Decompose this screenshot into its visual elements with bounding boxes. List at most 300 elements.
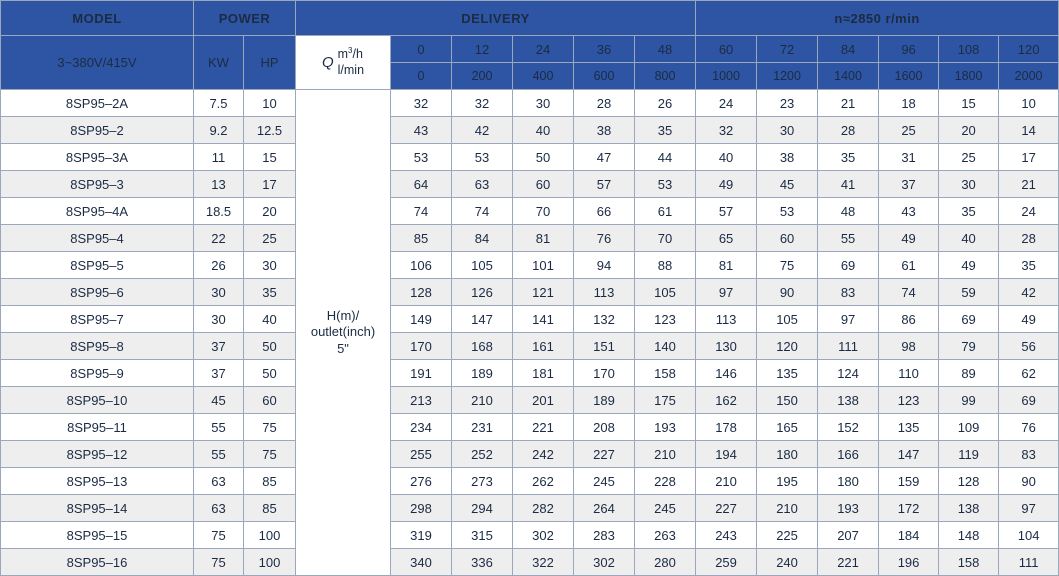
cell-head: 138 xyxy=(939,495,999,522)
flow-unit-m3h: $m^3/h$ xyxy=(337,46,363,62)
cell-head: 56 xyxy=(999,333,1059,360)
flow-m3h-5: 60 xyxy=(696,36,757,63)
cell-head: 69 xyxy=(939,306,999,333)
cell-head: 49 xyxy=(999,306,1059,333)
cell-head: 105 xyxy=(757,306,818,333)
table-row xyxy=(1,225,1059,252)
cell-model: 8SP95–3 xyxy=(1,171,194,198)
cell-head: 298 xyxy=(391,495,452,522)
cell-kw: 37 xyxy=(194,360,244,387)
cell-head: 240 xyxy=(757,549,818,576)
header-row-titles xyxy=(1,1,1059,36)
cell-head: 213 xyxy=(391,387,452,414)
cell-head: 76 xyxy=(999,414,1059,441)
cell-head: 105 xyxy=(452,252,513,279)
cell-head: 69 xyxy=(999,387,1059,414)
table-row xyxy=(1,144,1059,171)
cell-head: 152 xyxy=(818,414,879,441)
cell-head: 149 xyxy=(391,306,452,333)
cell-head: 43 xyxy=(391,117,452,144)
cell-kw: 37 xyxy=(194,333,244,360)
head-outlet-label xyxy=(296,90,391,576)
cell-kw: 18.5 xyxy=(194,198,244,225)
cell-head: 181 xyxy=(513,360,574,387)
cell-head: 210 xyxy=(757,495,818,522)
header-row-units-top xyxy=(1,36,1059,63)
cell-head: 21 xyxy=(999,171,1059,198)
cell-hp: 75 xyxy=(244,441,296,468)
cell-hp: 100 xyxy=(244,522,296,549)
cell-head: 64 xyxy=(391,171,452,198)
cell-hp: 40 xyxy=(244,306,296,333)
cell-model: 8SP95–11 xyxy=(1,414,194,441)
cell-head: 294 xyxy=(452,495,513,522)
cell-head: 119 xyxy=(939,441,999,468)
cell-kw: 26 xyxy=(194,252,244,279)
cell-head: 101 xyxy=(513,252,574,279)
cell-head: 61 xyxy=(635,198,696,225)
cell-head: 94 xyxy=(574,252,635,279)
cell-head: 123 xyxy=(635,306,696,333)
cell-head: 70 xyxy=(635,225,696,252)
cell-kw: 22 xyxy=(194,225,244,252)
cell-head: 282 xyxy=(513,495,574,522)
cell-head: 35 xyxy=(635,117,696,144)
cell-head: 55 xyxy=(818,225,879,252)
cell-head: 28 xyxy=(574,90,635,117)
cell-head: 184 xyxy=(879,522,939,549)
cell-head: 189 xyxy=(574,387,635,414)
cell-head: 74 xyxy=(452,198,513,225)
cell-head: 41 xyxy=(818,171,879,198)
cell-head: 98 xyxy=(879,333,939,360)
cell-model: 8SP95–2A xyxy=(1,90,194,117)
cell-hp: 75 xyxy=(244,414,296,441)
cell-head: 210 xyxy=(635,441,696,468)
cell-model: 8SP95–2 xyxy=(1,117,194,144)
cell-head: 259 xyxy=(696,549,757,576)
cell-head: 130 xyxy=(696,333,757,360)
head-label-line3: 5" xyxy=(337,340,349,356)
head-label-line2: outlet(inch) xyxy=(310,324,376,340)
table-row xyxy=(1,387,1059,414)
flow-lmin-9: 1800 xyxy=(939,63,999,90)
cell-head: 138 xyxy=(818,387,879,414)
cell-head: 140 xyxy=(635,333,696,360)
table-header xyxy=(1,1,1059,90)
table-row xyxy=(1,441,1059,468)
cell-model: 8SP95–8 xyxy=(1,333,194,360)
cell-head: 193 xyxy=(635,414,696,441)
cell-head: 97 xyxy=(818,306,879,333)
cell-hp: 35 xyxy=(244,279,296,306)
cell-head: 207 xyxy=(818,522,879,549)
cell-kw: 75 xyxy=(194,549,244,576)
cell-head: 221 xyxy=(513,414,574,441)
flow-m3h-8: 96 xyxy=(879,36,939,63)
cell-head: 121 xyxy=(513,279,574,306)
flow-m3h-0: 0 xyxy=(391,36,452,63)
cell-head: 40 xyxy=(513,117,574,144)
cell-kw: 55 xyxy=(194,441,244,468)
cell-model: 8SP95–3A xyxy=(1,144,194,171)
cell-kw: 55 xyxy=(194,414,244,441)
cell-head: 120 xyxy=(757,333,818,360)
cell-head: 166 xyxy=(818,441,879,468)
cell-hp: 85 xyxy=(244,495,296,522)
flow-lmin-2: 400 xyxy=(513,63,574,90)
cell-head: 14 xyxy=(999,117,1059,144)
cell-model: 8SP95–5 xyxy=(1,252,194,279)
cell-head: 146 xyxy=(696,360,757,387)
flow-m3h-10: 120 xyxy=(999,36,1059,63)
cell-head: 74 xyxy=(391,198,452,225)
cell-head: 42 xyxy=(452,117,513,144)
table-row xyxy=(1,171,1059,198)
cell-head: 162 xyxy=(696,387,757,414)
cell-head: 180 xyxy=(757,441,818,468)
cell-head: 148 xyxy=(939,522,999,549)
cell-kw: 30 xyxy=(194,306,244,333)
cell-hp: 20 xyxy=(244,198,296,225)
cell-head: 83 xyxy=(818,279,879,306)
cell-head: 170 xyxy=(391,333,452,360)
cell-kw: 75 xyxy=(194,522,244,549)
cell-head: 106 xyxy=(391,252,452,279)
cell-head: 25 xyxy=(879,117,939,144)
cell-head: 49 xyxy=(879,225,939,252)
cell-head: 242 xyxy=(513,441,574,468)
flow-lmin-7: 1400 xyxy=(818,63,879,90)
cell-hp: 17 xyxy=(244,171,296,198)
cell-head: 126 xyxy=(452,279,513,306)
cell-kw: 13 xyxy=(194,171,244,198)
cell-head: 264 xyxy=(574,495,635,522)
table-row xyxy=(1,333,1059,360)
cell-head: 245 xyxy=(635,495,696,522)
table-row xyxy=(1,549,1059,576)
table-row xyxy=(1,414,1059,441)
cell-hp: 85 xyxy=(244,468,296,495)
cell-head: 53 xyxy=(452,144,513,171)
header-model: MODEL xyxy=(1,1,194,36)
cell-head: 252 xyxy=(452,441,513,468)
cell-head: 151 xyxy=(574,333,635,360)
header-power: POWER xyxy=(194,1,296,36)
cell-head: 113 xyxy=(696,306,757,333)
cell-head: 57 xyxy=(696,198,757,225)
cell-head: 24 xyxy=(999,198,1059,225)
cell-head: 21 xyxy=(818,90,879,117)
cell-head: 231 xyxy=(452,414,513,441)
cell-kw: 63 xyxy=(194,495,244,522)
flow-lmin-1: 200 xyxy=(452,63,513,90)
cell-head: 243 xyxy=(696,522,757,549)
cell-head: 170 xyxy=(574,360,635,387)
cell-head: 111 xyxy=(999,549,1059,576)
flow-m3h-9: 108 xyxy=(939,36,999,63)
cell-head: 35 xyxy=(999,252,1059,279)
cell-head: 37 xyxy=(879,171,939,198)
cell-head: 180 xyxy=(818,468,879,495)
table-body xyxy=(1,90,1059,576)
cell-head: 322 xyxy=(513,549,574,576)
table-row xyxy=(1,252,1059,279)
cell-head: 208 xyxy=(574,414,635,441)
cell-head: 99 xyxy=(939,387,999,414)
cell-head: 69 xyxy=(818,252,879,279)
cell-head: 128 xyxy=(939,468,999,495)
cell-head: 273 xyxy=(452,468,513,495)
cell-kw: 30 xyxy=(194,279,244,306)
cell-head: 263 xyxy=(635,522,696,549)
cell-head: 90 xyxy=(757,279,818,306)
cell-head: 28 xyxy=(999,225,1059,252)
cell-head: 35 xyxy=(818,144,879,171)
cell-head: 109 xyxy=(939,414,999,441)
flow-lmin-4: 800 xyxy=(635,63,696,90)
cell-head: 110 xyxy=(879,360,939,387)
cell-head: 105 xyxy=(635,279,696,306)
header-speed: n≈2850 r/min xyxy=(696,1,1059,36)
cell-head: 38 xyxy=(574,117,635,144)
cell-model: 8SP95–4A xyxy=(1,198,194,225)
cell-head: 42 xyxy=(999,279,1059,306)
table-row xyxy=(1,495,1059,522)
cell-head: 50 xyxy=(513,144,574,171)
cell-head: 40 xyxy=(696,144,757,171)
flow-m3h-6: 72 xyxy=(757,36,818,63)
cell-head: 20 xyxy=(939,117,999,144)
flow-unit-lmin: l/min xyxy=(337,63,365,78)
flow-lmin-5: 1000 xyxy=(696,63,757,90)
cell-hp: 10 xyxy=(244,90,296,117)
table-row xyxy=(1,468,1059,495)
flow-m3h-4: 48 xyxy=(635,36,696,63)
cell-head: 60 xyxy=(513,171,574,198)
head-label-line1: H(m)/ xyxy=(326,308,360,324)
cell-head: 24 xyxy=(696,90,757,117)
cell-head: 210 xyxy=(452,387,513,414)
cell-head: 49 xyxy=(696,171,757,198)
cell-head: 15 xyxy=(939,90,999,117)
cell-head: 65 xyxy=(696,225,757,252)
header-flow-symbol xyxy=(296,36,391,90)
cell-head: 62 xyxy=(999,360,1059,387)
cell-head: 302 xyxy=(513,522,574,549)
cell-head: 135 xyxy=(879,414,939,441)
flow-m3h-2: 24 xyxy=(513,36,574,63)
cell-head: 35 xyxy=(939,198,999,225)
cell-head: 76 xyxy=(574,225,635,252)
cell-head: 158 xyxy=(635,360,696,387)
cell-head: 28 xyxy=(818,117,879,144)
cell-head: 302 xyxy=(574,549,635,576)
cell-head: 85 xyxy=(391,225,452,252)
flow-lmin-0: 0 xyxy=(391,63,452,90)
cell-head: 319 xyxy=(391,522,452,549)
cell-head: 178 xyxy=(696,414,757,441)
cell-head: 315 xyxy=(452,522,513,549)
cell-head: 60 xyxy=(757,225,818,252)
cell-head: 221 xyxy=(818,549,879,576)
cell-head: 210 xyxy=(696,468,757,495)
cell-head: 132 xyxy=(574,306,635,333)
cell-head: 74 xyxy=(879,279,939,306)
cell-head: 227 xyxy=(696,495,757,522)
cell-head: 336 xyxy=(452,549,513,576)
cell-kw: 63 xyxy=(194,468,244,495)
cell-head: 30 xyxy=(757,117,818,144)
cell-head: 26 xyxy=(635,90,696,117)
header-hp: HP xyxy=(244,36,296,90)
cell-head: 44 xyxy=(635,144,696,171)
cell-head: 228 xyxy=(635,468,696,495)
cell-model: 8SP95–6 xyxy=(1,279,194,306)
cell-hp: 15 xyxy=(244,144,296,171)
cell-head: 191 xyxy=(391,360,452,387)
flow-lmin-8: 1600 xyxy=(879,63,939,90)
cell-hp: 12.5 xyxy=(244,117,296,144)
cell-head: 262 xyxy=(513,468,574,495)
cell-head: 234 xyxy=(391,414,452,441)
cell-head: 123 xyxy=(879,387,939,414)
cell-head: 340 xyxy=(391,549,452,576)
cell-model: 8SP95–14 xyxy=(1,495,194,522)
cell-head: 30 xyxy=(513,90,574,117)
table-row xyxy=(1,306,1059,333)
cell-head: 255 xyxy=(391,441,452,468)
cell-head: 90 xyxy=(999,468,1059,495)
table-row xyxy=(1,198,1059,225)
header-kw: KW xyxy=(194,36,244,90)
cell-model: 8SP95–9 xyxy=(1,360,194,387)
cell-head: 172 xyxy=(879,495,939,522)
cell-hp: 60 xyxy=(244,387,296,414)
cell-head: 59 xyxy=(939,279,999,306)
cell-head: 17 xyxy=(999,144,1059,171)
cell-head: 113 xyxy=(574,279,635,306)
cell-head: 48 xyxy=(818,198,879,225)
cell-head: 89 xyxy=(939,360,999,387)
cell-head: 159 xyxy=(879,468,939,495)
table-row xyxy=(1,360,1059,387)
table-row xyxy=(1,90,1059,117)
cell-head: 245 xyxy=(574,468,635,495)
cell-head: 31 xyxy=(879,144,939,171)
cell-head: 45 xyxy=(757,171,818,198)
cell-head: 194 xyxy=(696,441,757,468)
cell-head: 53 xyxy=(391,144,452,171)
cell-head: 196 xyxy=(879,549,939,576)
cell-head: 280 xyxy=(635,549,696,576)
cell-head: 32 xyxy=(391,90,452,117)
cell-head: 38 xyxy=(757,144,818,171)
cell-head: 195 xyxy=(757,468,818,495)
cell-head: 135 xyxy=(757,360,818,387)
cell-head: 81 xyxy=(696,252,757,279)
cell-head: 201 xyxy=(513,387,574,414)
cell-head: 32 xyxy=(452,90,513,117)
cell-head: 150 xyxy=(757,387,818,414)
table-row xyxy=(1,117,1059,144)
cell-head: 47 xyxy=(574,144,635,171)
cell-head: 53 xyxy=(635,171,696,198)
cell-head: 23 xyxy=(757,90,818,117)
cell-head: 141 xyxy=(513,306,574,333)
cell-head: 83 xyxy=(999,441,1059,468)
cell-head: 57 xyxy=(574,171,635,198)
cell-head: 97 xyxy=(999,495,1059,522)
cell-head: 84 xyxy=(452,225,513,252)
flow-lmin-10: 2000 xyxy=(999,63,1059,90)
cell-kw: 11 xyxy=(194,144,244,171)
cell-head: 18 xyxy=(879,90,939,117)
cell-head: 88 xyxy=(635,252,696,279)
cell-head: 79 xyxy=(939,333,999,360)
cell-hp: 100 xyxy=(244,549,296,576)
cell-head: 128 xyxy=(391,279,452,306)
cell-head: 158 xyxy=(939,549,999,576)
cell-model: 8SP95–10 xyxy=(1,387,194,414)
cell-head: 175 xyxy=(635,387,696,414)
cell-hp: 50 xyxy=(244,333,296,360)
header-delivery: DELIVERY xyxy=(296,1,696,36)
header-voltage: 3~380V/415V xyxy=(1,36,194,90)
cell-kw: 9.2 xyxy=(194,117,244,144)
cell-head: 225 xyxy=(757,522,818,549)
flow-lmin-6: 1200 xyxy=(757,63,818,90)
cell-head: 32 xyxy=(696,117,757,144)
cell-head: 86 xyxy=(879,306,939,333)
flow-symbol-q: Q xyxy=(321,53,334,71)
cell-head: 276 xyxy=(391,468,452,495)
cell-model: 8SP95–15 xyxy=(1,522,194,549)
flow-m3h-7: 84 xyxy=(818,36,879,63)
cell-head: 49 xyxy=(939,252,999,279)
flow-m3h-3: 36 xyxy=(574,36,635,63)
cell-head: 43 xyxy=(879,198,939,225)
cell-head: 81 xyxy=(513,225,574,252)
cell-head: 168 xyxy=(452,333,513,360)
cell-model: 8SP95–16 xyxy=(1,549,194,576)
cell-head: 10 xyxy=(999,90,1059,117)
cell-model: 8SP95–7 xyxy=(1,306,194,333)
cell-hp: 25 xyxy=(244,225,296,252)
cell-head: 40 xyxy=(939,225,999,252)
cell-head: 63 xyxy=(452,171,513,198)
cell-model: 8SP95–12 xyxy=(1,441,194,468)
table-row xyxy=(1,522,1059,549)
cell-head: 189 xyxy=(452,360,513,387)
cell-head: 283 xyxy=(574,522,635,549)
cell-kw: 7.5 xyxy=(194,90,244,117)
cell-head: 25 xyxy=(939,144,999,171)
cell-hp: 30 xyxy=(244,252,296,279)
cell-head: 227 xyxy=(574,441,635,468)
cell-head: 97 xyxy=(696,279,757,306)
cell-head: 53 xyxy=(757,198,818,225)
cell-head: 165 xyxy=(757,414,818,441)
table-row xyxy=(1,279,1059,306)
cell-head: 193 xyxy=(818,495,879,522)
cell-head: 104 xyxy=(999,522,1059,549)
cell-head: 30 xyxy=(939,171,999,198)
cell-head: 61 xyxy=(879,252,939,279)
cell-model: 8SP95–4 xyxy=(1,225,194,252)
cell-head: 161 xyxy=(513,333,574,360)
cell-head: 147 xyxy=(452,306,513,333)
